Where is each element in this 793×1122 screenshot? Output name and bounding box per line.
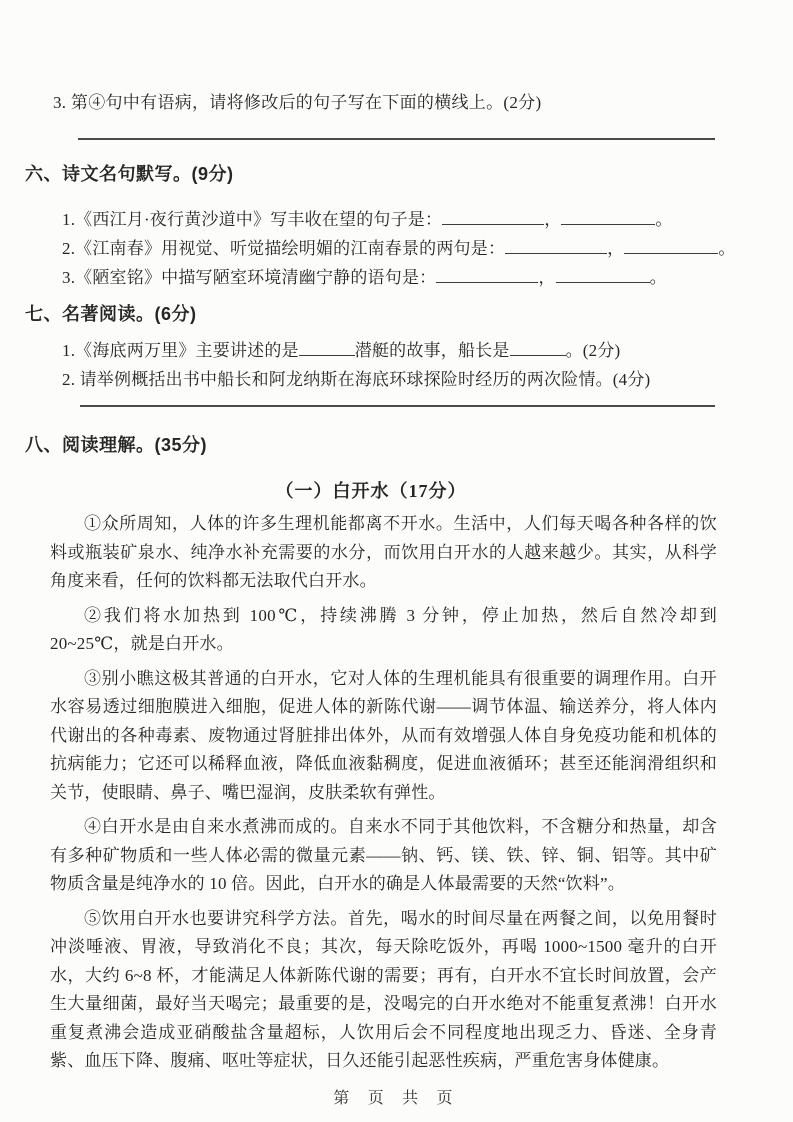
answer-line-2 bbox=[80, 405, 715, 407]
passage-paragraph-4: ④白开水是由自来水煮沸而成的。自来水不同于其他饮料，不含糖分和热量，却含有多种矿物质和一些人体必需的微量元素——钠、钙、镁、铁、锌、铜、铝等。其中矿物质含量是纯净水的 10 倍。因此，白开水的确是人体最需要的天然“饮料”。 bbox=[50, 817, 717, 893]
passage-title: （一）白开水（17分） bbox=[275, 481, 467, 501]
section-eight-heading: 八、阅读理解。(35分) bbox=[25, 435, 208, 455]
fill-blank bbox=[556, 267, 650, 283]
section-seven-items bbox=[25, 336, 717, 394]
fill-item-six-1 bbox=[62, 205, 717, 234]
fill-blank bbox=[442, 209, 544, 225]
section-seven-heading: 七、名著阅读。(6分) bbox=[25, 304, 197, 324]
passage-paragraph-1: ①众所周知，人体的许多生理机能都离不开水。生活中，人们每天喝各种各样的饮料或瓶装矿泉水、纯净水补充需要的水分，而饮用白开水的人越来越少。其实，从科学角度来看，任何的饮料都无法取代白开水。 bbox=[50, 514, 717, 590]
fill-item-text: 潜艇的故事，船长是 bbox=[354, 341, 510, 360]
answer-line-1 bbox=[78, 138, 715, 140]
fill-item-six-2 bbox=[62, 234, 736, 263]
fill-blank bbox=[299, 340, 355, 356]
fill-blank bbox=[436, 267, 538, 283]
fill-item-text: 2.《江南春》用视觉、听觉描绘明媚的江南春景的两句是： bbox=[62, 239, 506, 258]
passage-paragraph-2: ②我们将水加热到 100℃，持续沸腾 3 分钟，停止加热，然后自然冷却到 20~25℃，就是白开水。 bbox=[50, 605, 717, 653]
section-six-heading: 六、诗文名句默写。(9分) bbox=[25, 164, 234, 184]
fill-item-seven-1 bbox=[62, 336, 717, 365]
fill-blank bbox=[624, 238, 718, 254]
passage-paragraph-3: ③别小瞧这极其普通的白开水，它对人体的生理机能具有很重要的调理作用。白开水容易透过细胞膜进入细胞，促进人体的新陈代谢——调节体温、输送养分，将人体内代谢出的各种毒素、废物通过肾脏排出体外，从而有效增强人体自身免疫功能和机体的抗病能力；它还可以稀释血液，降低血液黏稠度，促进血液循环；甚至还能润滑组织和关节，使眼睛、鼻子、嘴巴湿润，皮肤柔软有弹性。 bbox=[50, 668, 717, 802]
fill-blank bbox=[510, 340, 566, 356]
page-footer: 第 页 共 页 bbox=[333, 1090, 460, 1107]
fill-item-comma: ， bbox=[544, 210, 562, 229]
fill-blank bbox=[561, 209, 655, 225]
fill-item-comma: ， bbox=[607, 239, 625, 258]
fill-item-text: 1.《西江月·夜行黄沙道中》写丰收在望的句子是： bbox=[62, 210, 443, 229]
section-six-items bbox=[25, 205, 736, 292]
fill-item-six-3 bbox=[62, 263, 717, 292]
fill-item-text: 。(2分) bbox=[565, 341, 621, 360]
passage-paragraph-5: ⑤饮用白开水也要讲究科学方法。首先，喝水的时间尽量在两餐之间，以免用餐时冲淡唾液、胃液，导致消化不良；其次，每天除吃饭外，再喝 1000~1500 毫升的白开水，大约 6~8 杯，才能满足人体新陈代谢的需要；再有，白开水不宜长时间放置，会产生大量细菌，最好当天喝完；最重要的是，没喝完的白开水绝对不能重复煮沸！白开水重复煮沸会造成亚硝酸盐含量超标，人饮用后会不同程度地出现乏力、昏迷、全身青紫、血压下降、腹痛、呕吐等症状，日久还能引起恶性疾病，严重危害身体健康。 bbox=[50, 908, 717, 1070]
fill-blank bbox=[505, 238, 607, 254]
fill-item-period: 。 bbox=[649, 268, 667, 287]
fill-item-text: 3.《陋室铭》中描写陋室环境清幽宁静的语句是： bbox=[62, 268, 437, 287]
fill-item-comma: ， bbox=[538, 268, 556, 287]
fill-item-period: 。 bbox=[718, 239, 736, 258]
passage-body bbox=[25, 510, 717, 1076]
fill-item-text: 1.《海底两万里》主要讲述的是 bbox=[62, 341, 299, 360]
question-3: 3. 第④句中有语病，请将修改后的句子写在下面的横线上。(2分) bbox=[53, 93, 542, 112]
fill-item-period: 。 bbox=[655, 210, 673, 229]
question-seven-2: 2. 请举例概括出书中船长和阿龙纳斯在海底环球探险时经历的两次险情。(4分) bbox=[62, 370, 651, 389]
